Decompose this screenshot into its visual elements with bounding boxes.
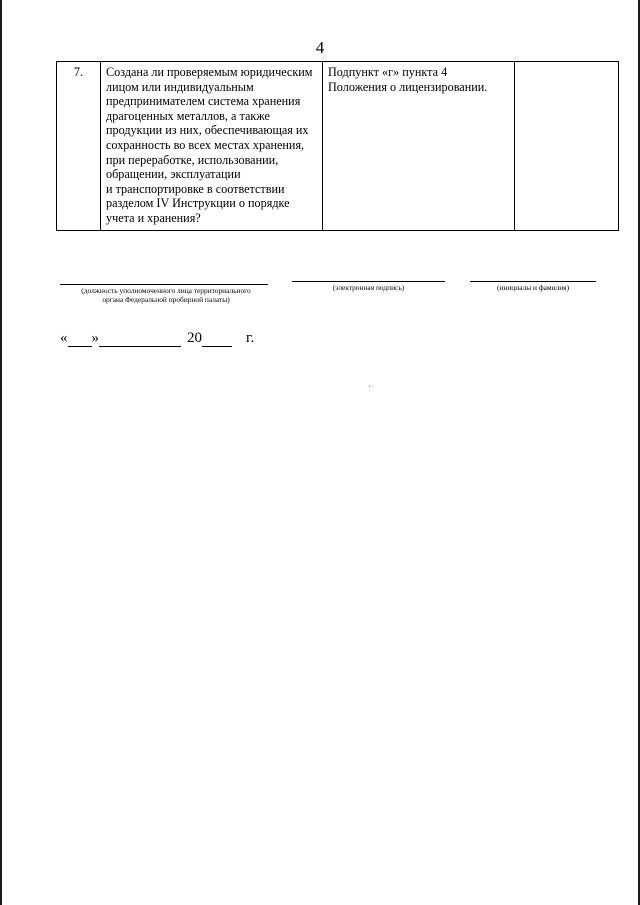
page-edge-left [0,0,2,905]
question-line: при переработке, использовании, [106,152,279,167]
name-caption: (инициалы и фамилия) [496,283,570,292]
row-question [101,62,323,231]
position-caption [60,286,272,304]
question-line: сохранность во всех местах хранения, [106,137,305,152]
table-row [57,62,619,231]
question-line: разделом IV Инструкции о порядке [106,196,290,211]
scan-speck [369,386,370,387]
question-line: обращении, эксплуатации [106,167,241,182]
position-caption-line-2: органа Федеральной пробирной палаты) [102,295,230,304]
row-number: 7. [57,62,101,231]
checklist-table [56,61,619,231]
row-legal-basis [323,62,515,231]
month-blank[interactable] [99,332,181,347]
date-open-quote: « [60,330,68,346]
row-answer-cell[interactable] [515,62,619,231]
name-signature-line [470,281,596,282]
question-line: учета и хранения? [106,210,201,225]
year-blank[interactable] [202,332,232,347]
question-line: и транспортировке в соответствии [106,181,285,196]
date-close-quote: » [91,330,99,346]
date-row [60,330,254,347]
page-number: 4 [315,38,325,57]
day-blank[interactable] [68,332,92,347]
year-prefix: 20 [187,330,202,346]
signature-caption: (электронная подпись) [332,283,405,292]
basis-line: Подпункт «г» пункта 4 [328,65,448,79]
question-line: драгоценных металлов, а также [106,108,270,123]
question-line: лицом или индивидуальным [106,79,254,94]
question-line: продукции из них, обеспечивающая их [106,123,309,138]
year-suffix: г. [246,330,255,346]
position-caption-line-1: (должность уполномоченного лица территориального [81,286,251,295]
question-line: Создана ли проверяемым юридическим [106,65,313,79]
question-line: предпринимателем система хранения [106,94,301,109]
basis-line: Положения о лицензировании. [328,79,488,94]
electronic-signature-line [292,281,445,282]
position-signature-line [60,284,268,285]
